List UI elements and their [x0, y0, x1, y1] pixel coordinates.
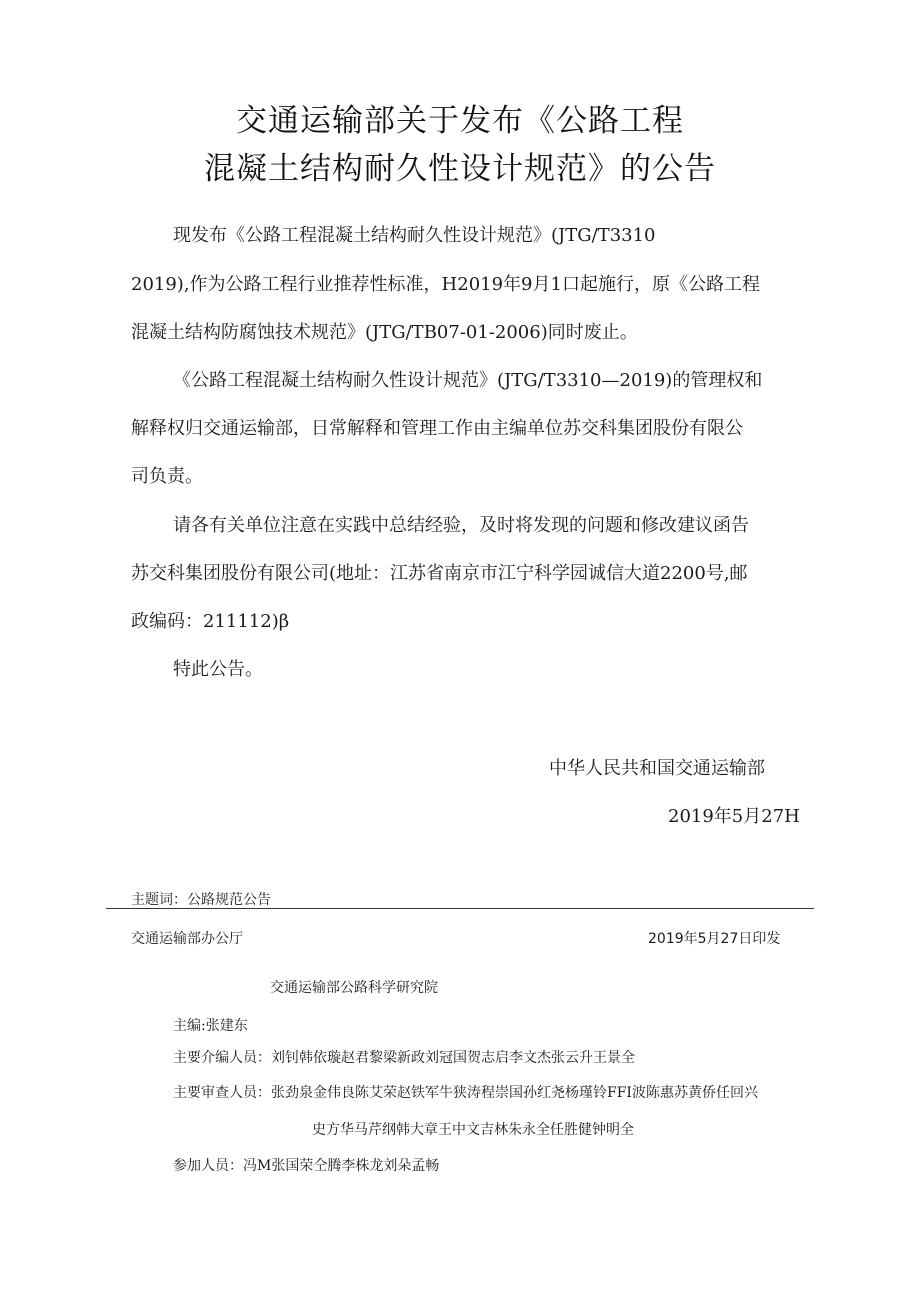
issuing-office: 交通运输部办公厅: [131, 931, 243, 947]
reviewers-line-1: 主要审查人员：张劲泉金伟良陈艾荣赵铁军牛狭涛程崇国孙红尧杨瑾铃FFI波陈惠苏黄侨任回兴: [173, 1085, 758, 1101]
reviewers-line-2: 史方华马芹纲韩大章王中文吉林朱永全任胜健钟明全: [312, 1122, 634, 1138]
print-date: 2019年5月27日印发: [648, 931, 781, 947]
participants: 参加人员：冯M张国荣仝腾李株龙刘朵孟畅: [173, 1158, 440, 1174]
subject-keywords: 主题词：公路规范公告: [131, 892, 271, 908]
paragraph-1-line-3: 混凝土结构防腐蚀技术规范》(JTG/TB07-01-2006)同时废止。: [131, 322, 638, 343]
co-editors: 主要介编人员：刘钊韩依璇赵君黎梁新政刘冠国贺志启李文杰张云升王景全: [173, 1050, 635, 1066]
signature-org: 中华人民共和国交通运输部: [549, 758, 765, 779]
title-line-2: 混凝土结构耐久性设计规范》的公告: [204, 151, 716, 187]
paragraph-2-line-3: 司负责。: [131, 466, 203, 487]
chief-editor: 主编:张建东: [173, 1018, 248, 1034]
paragraph-1-line-2: 2019),作为公路工程行业推荐性标准，H2019年9月1口起施行，原《公路工程: [131, 274, 760, 295]
institute: 交通运输部公路科学研究院: [270, 980, 438, 996]
footer-divider: [106, 908, 814, 909]
paragraph-1-line-1: 现发布《公路工程混凝土结构耐久性设计规范》(JTG/T3310: [173, 225, 656, 246]
paragraph-2-line-1: 《公路工程混凝土结构耐久性设计规范》(JTG/T3310—2019)的管理权和: [173, 370, 763, 391]
title-line-1: 交通运输部关于发布《公路工程: [236, 103, 684, 139]
paragraph-2-line-2: 解释权归交通运输部，日常解释和管理工作由主编单位苏交科集团股份有限公: [131, 418, 743, 439]
paragraph-3-line-1: 请各有关单位注意在实践中总结经验，及时将发现的问题和修改建议函告: [173, 515, 749, 536]
paragraph-3-line-2: 苏交科集团股份有限公司(地址：江苏省南京市江宁科学园诚信大道2200号,邮: [131, 563, 748, 584]
closing-line: 特此公告。: [173, 659, 263, 680]
signature-date: 2019年5月27H: [668, 806, 800, 827]
paragraph-3-line-3: 政编码：211112)β: [131, 611, 290, 632]
